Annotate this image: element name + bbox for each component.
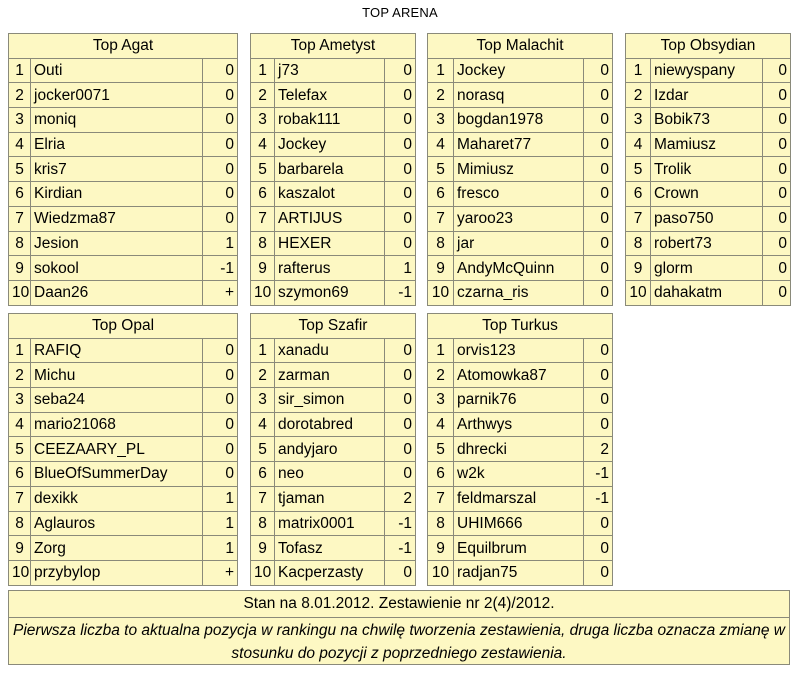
player-name: Mimiusz bbox=[454, 157, 584, 182]
rank-change: 0 bbox=[203, 338, 238, 363]
table-row bbox=[9, 511, 238, 536]
rank-change: 0 bbox=[203, 363, 238, 388]
rank-change: 0 bbox=[385, 157, 416, 182]
player-name: tjaman bbox=[275, 486, 385, 511]
rank-change: -1 bbox=[385, 536, 416, 561]
rank-position: 4 bbox=[9, 132, 31, 157]
table-row bbox=[251, 536, 416, 561]
player-name: w2k bbox=[454, 462, 584, 487]
table-row bbox=[626, 83, 791, 108]
table-row bbox=[251, 388, 416, 413]
table-title: Top Agat bbox=[9, 34, 238, 59]
rank-change: 0 bbox=[584, 108, 613, 133]
player-name: mario21068 bbox=[31, 412, 203, 437]
table-row bbox=[428, 462, 613, 487]
rank-change: 0 bbox=[584, 182, 613, 207]
rank-position: 7 bbox=[626, 206, 651, 231]
rank-position: 6 bbox=[9, 182, 31, 207]
rank-change: 1 bbox=[203, 536, 238, 561]
table-row bbox=[428, 182, 613, 207]
player-name: Maharet77 bbox=[454, 132, 584, 157]
rank-change: 0 bbox=[385, 182, 416, 207]
table-row bbox=[251, 338, 416, 363]
table-title: Top Opal bbox=[9, 314, 238, 339]
rank-position: 2 bbox=[9, 363, 31, 388]
rank-position: 1 bbox=[9, 58, 31, 83]
table-row bbox=[626, 157, 791, 182]
rank-change: -1 bbox=[385, 511, 416, 536]
rank-change: 0 bbox=[203, 462, 238, 487]
player-name: xanadu bbox=[275, 338, 385, 363]
table-title: Top Turkus bbox=[428, 314, 613, 339]
player-name: orvis123 bbox=[454, 338, 584, 363]
table-row bbox=[251, 363, 416, 388]
table-row bbox=[9, 560, 238, 585]
player-name: matrix0001 bbox=[275, 511, 385, 536]
rank-change: 0 bbox=[385, 560, 416, 585]
player-name: UHIM666 bbox=[454, 511, 584, 536]
rank-change: 0 bbox=[763, 157, 791, 182]
player-name: szymon69 bbox=[275, 280, 385, 305]
table-row bbox=[251, 206, 416, 231]
player-name: jocker0071 bbox=[31, 83, 203, 108]
rank-position: 2 bbox=[9, 83, 31, 108]
rank-change: + bbox=[203, 560, 238, 585]
rank-position: 7 bbox=[251, 206, 275, 231]
player-name: moniq bbox=[31, 108, 203, 133]
rank-position: 9 bbox=[251, 256, 275, 281]
player-name: Izdar bbox=[651, 83, 763, 108]
table-row bbox=[428, 157, 613, 182]
table-title: Top Malachit bbox=[428, 34, 613, 59]
table-row bbox=[251, 58, 416, 83]
rank-position: 7 bbox=[9, 486, 31, 511]
player-name: Kirdian bbox=[31, 182, 203, 207]
table-row bbox=[428, 256, 613, 281]
table-row bbox=[428, 58, 613, 83]
rank-position: 6 bbox=[9, 462, 31, 487]
ranking-table-ametyst bbox=[250, 33, 416, 306]
rank-position: 4 bbox=[9, 412, 31, 437]
rank-change: -1 bbox=[385, 280, 416, 305]
player-name: Telefax bbox=[275, 83, 385, 108]
player-name: BlueOfSummerDay bbox=[31, 462, 203, 487]
rank-change: 0 bbox=[203, 83, 238, 108]
player-name: AndyMcQuinn bbox=[454, 256, 584, 281]
table-row bbox=[251, 511, 416, 536]
rank-change: 0 bbox=[584, 132, 613, 157]
rank-change: 0 bbox=[584, 388, 613, 413]
rank-position: 6 bbox=[251, 182, 275, 207]
table-row bbox=[9, 437, 238, 462]
player-name: kris7 bbox=[31, 157, 203, 182]
player-name: norasq bbox=[454, 83, 584, 108]
rank-position: 9 bbox=[428, 256, 454, 281]
player-name: czarna_ris bbox=[454, 280, 584, 305]
rank-change: 0 bbox=[763, 182, 791, 207]
player-name: seba24 bbox=[31, 388, 203, 413]
table-row bbox=[9, 206, 238, 231]
rank-change: 0 bbox=[584, 231, 613, 256]
rank-change: 0 bbox=[763, 132, 791, 157]
player-name: Daan26 bbox=[31, 280, 203, 305]
rank-position: 5 bbox=[251, 157, 275, 182]
player-name: Jockey bbox=[454, 58, 584, 83]
table-row bbox=[9, 132, 238, 157]
rank-position: 5 bbox=[9, 157, 31, 182]
rank-position: 10 bbox=[626, 280, 651, 305]
table-row bbox=[251, 108, 416, 133]
rank-position: 2 bbox=[626, 83, 651, 108]
rank-change: 0 bbox=[584, 363, 613, 388]
player-name: przybylop bbox=[31, 560, 203, 585]
rank-position: 10 bbox=[428, 560, 454, 585]
table-row bbox=[626, 58, 791, 83]
table-row bbox=[428, 132, 613, 157]
player-name: Equilbrum bbox=[454, 536, 584, 561]
rank-position: 2 bbox=[428, 83, 454, 108]
rank-position: 8 bbox=[428, 511, 454, 536]
rank-change: 0 bbox=[203, 412, 238, 437]
table-title: Top Obsydian bbox=[626, 34, 791, 59]
rank-change: 0 bbox=[584, 536, 613, 561]
table-row bbox=[251, 437, 416, 462]
rank-change: 1 bbox=[203, 511, 238, 536]
table-row bbox=[9, 231, 238, 256]
player-name: Elria bbox=[31, 132, 203, 157]
rank-position: 4 bbox=[428, 132, 454, 157]
table-title: Top Ametyst bbox=[251, 34, 416, 59]
table-row bbox=[9, 536, 238, 561]
rank-change: -1 bbox=[584, 462, 613, 487]
ranking-table-agat bbox=[8, 33, 238, 306]
rank-change: 0 bbox=[385, 231, 416, 256]
table-row bbox=[626, 280, 791, 305]
rank-position: 7 bbox=[428, 486, 454, 511]
table-row bbox=[626, 182, 791, 207]
table-row bbox=[251, 231, 416, 256]
rank-change: 0 bbox=[203, 157, 238, 182]
player-name: radjan75 bbox=[454, 560, 584, 585]
rank-change: 0 bbox=[203, 132, 238, 157]
footer-note bbox=[8, 590, 790, 665]
table-row bbox=[428, 206, 613, 231]
rank-change: 0 bbox=[584, 58, 613, 83]
rank-change: 2 bbox=[385, 486, 416, 511]
player-name: dorotabred bbox=[275, 412, 385, 437]
rank-position: 2 bbox=[251, 83, 275, 108]
rank-change: 0 bbox=[584, 256, 613, 281]
table-row bbox=[251, 83, 416, 108]
rank-change: 0 bbox=[203, 182, 238, 207]
player-name: RAFIQ bbox=[31, 338, 203, 363]
rank-change: 0 bbox=[584, 83, 613, 108]
rank-change: 0 bbox=[763, 231, 791, 256]
rank-position: 3 bbox=[428, 388, 454, 413]
rank-position: 3 bbox=[9, 388, 31, 413]
ranking-table-szafir bbox=[250, 313, 416, 586]
rank-change: 0 bbox=[584, 412, 613, 437]
rank-change: 0 bbox=[385, 363, 416, 388]
player-name: Wiedzma87 bbox=[31, 206, 203, 231]
table-row bbox=[626, 108, 791, 133]
table-row bbox=[428, 108, 613, 133]
rank-position: 4 bbox=[251, 132, 275, 157]
rank-change: 1 bbox=[203, 486, 238, 511]
rank-change: 0 bbox=[584, 511, 613, 536]
table-row bbox=[9, 462, 238, 487]
player-name: sir_simon bbox=[275, 388, 385, 413]
rank-position: 8 bbox=[251, 231, 275, 256]
player-name: zarman bbox=[275, 363, 385, 388]
player-name: Tofasz bbox=[275, 536, 385, 561]
rank-change: 0 bbox=[203, 108, 238, 133]
table-row bbox=[428, 486, 613, 511]
table-row bbox=[626, 256, 791, 281]
rank-position: 10 bbox=[251, 560, 275, 585]
rank-position: 8 bbox=[626, 231, 651, 256]
table-row bbox=[428, 412, 613, 437]
ranking-table-turkus bbox=[427, 313, 613, 586]
rank-position: 2 bbox=[428, 363, 454, 388]
ranking-table-opal bbox=[8, 313, 238, 586]
rank-position: 9 bbox=[9, 256, 31, 281]
rank-position: 3 bbox=[251, 388, 275, 413]
rank-position: 7 bbox=[428, 206, 454, 231]
rank-position: 2 bbox=[251, 363, 275, 388]
player-name: Outi bbox=[31, 58, 203, 83]
player-name: robak111 bbox=[275, 108, 385, 133]
player-name: Atomowka87 bbox=[454, 363, 584, 388]
table-row bbox=[9, 363, 238, 388]
rank-position: 1 bbox=[626, 58, 651, 83]
player-name: sokool bbox=[31, 256, 203, 281]
table-row bbox=[428, 511, 613, 536]
footer-status: Stan na 8.01.2012. Zestawienie nr 2(4)/2012. bbox=[9, 591, 789, 618]
rank-position: 9 bbox=[251, 536, 275, 561]
table-row bbox=[251, 182, 416, 207]
rank-change: 2 bbox=[584, 437, 613, 462]
rank-change: 1 bbox=[385, 256, 416, 281]
rank-position: 5 bbox=[428, 437, 454, 462]
player-name: robert73 bbox=[651, 231, 763, 256]
player-name: dahakatm bbox=[651, 280, 763, 305]
table-row bbox=[9, 486, 238, 511]
rank-change: 0 bbox=[385, 388, 416, 413]
player-name: Bobik73 bbox=[651, 108, 763, 133]
table-row bbox=[251, 560, 416, 585]
rank-position: 1 bbox=[428, 58, 454, 83]
rank-change: 0 bbox=[584, 560, 613, 585]
table-row bbox=[428, 388, 613, 413]
player-name: paso750 bbox=[651, 206, 763, 231]
table-row bbox=[251, 486, 416, 511]
table-row bbox=[9, 256, 238, 281]
table-row bbox=[626, 206, 791, 231]
rank-change: + bbox=[203, 280, 238, 305]
player-name: dhrecki bbox=[454, 437, 584, 462]
rank-position: 7 bbox=[9, 206, 31, 231]
rank-position: 1 bbox=[251, 338, 275, 363]
player-name: j73 bbox=[275, 58, 385, 83]
page-title: TOP ARENA bbox=[362, 5, 438, 20]
rank-position: 8 bbox=[9, 511, 31, 536]
rank-change: 0 bbox=[763, 108, 791, 133]
table-row bbox=[428, 280, 613, 305]
player-name: bogdan1978 bbox=[454, 108, 584, 133]
table-row bbox=[428, 536, 613, 561]
rank-change: 0 bbox=[385, 83, 416, 108]
rank-change: 0 bbox=[385, 412, 416, 437]
player-name: barbarela bbox=[275, 157, 385, 182]
rank-position: 4 bbox=[251, 412, 275, 437]
rank-position: 8 bbox=[9, 231, 31, 256]
rank-change: 0 bbox=[385, 338, 416, 363]
rank-position: 1 bbox=[251, 58, 275, 83]
ranking-table-obsydian bbox=[625, 33, 791, 306]
table-row bbox=[9, 388, 238, 413]
rank-change: 0 bbox=[385, 206, 416, 231]
rank-position: 3 bbox=[428, 108, 454, 133]
rank-position: 8 bbox=[428, 231, 454, 256]
player-name: Crown bbox=[651, 182, 763, 207]
table-row bbox=[251, 412, 416, 437]
table-row bbox=[626, 231, 791, 256]
table-title: Top Szafir bbox=[251, 314, 416, 339]
player-name: Michu bbox=[31, 363, 203, 388]
table-row bbox=[9, 157, 238, 182]
player-name: fresco bbox=[454, 182, 584, 207]
table-row bbox=[251, 157, 416, 182]
player-name: jar bbox=[454, 231, 584, 256]
table-row bbox=[428, 83, 613, 108]
table-row bbox=[626, 132, 791, 157]
table-row bbox=[9, 108, 238, 133]
rank-position: 8 bbox=[251, 511, 275, 536]
rank-position: 3 bbox=[9, 108, 31, 133]
player-name: Jesion bbox=[31, 231, 203, 256]
footer-explanation: Pierwsza liczba to aktualna pozycja w rankingu na chwilę tworzenia zestawienia, druga liczba oznacza zmianę w stosunku do pozycji z poprzedniego zestawienia. bbox=[13, 622, 785, 662]
rank-change: 0 bbox=[763, 58, 791, 83]
player-name: andyjaro bbox=[275, 437, 385, 462]
rank-position: 1 bbox=[9, 338, 31, 363]
rank-change: 0 bbox=[385, 462, 416, 487]
player-name: Aglauros bbox=[31, 511, 203, 536]
rank-change: 0 bbox=[385, 108, 416, 133]
player-name: Kacperzasty bbox=[275, 560, 385, 585]
rank-position: 9 bbox=[428, 536, 454, 561]
player-name: dexikk bbox=[31, 486, 203, 511]
rank-change: 0 bbox=[203, 388, 238, 413]
player-name: Mamiusz bbox=[651, 132, 763, 157]
table-row bbox=[428, 560, 613, 585]
table-row bbox=[9, 412, 238, 437]
rank-position: 4 bbox=[428, 412, 454, 437]
rank-change: 0 bbox=[763, 256, 791, 281]
player-name: HEXER bbox=[275, 231, 385, 256]
table-row bbox=[428, 231, 613, 256]
rank-change: 0 bbox=[385, 132, 416, 157]
table-row bbox=[9, 280, 238, 305]
rank-position: 10 bbox=[9, 560, 31, 585]
player-name: niewyspany bbox=[651, 58, 763, 83]
rank-position: 1 bbox=[428, 338, 454, 363]
player-name: yaroo23 bbox=[454, 206, 584, 231]
player-name: kaszalot bbox=[275, 182, 385, 207]
rank-change: 0 bbox=[584, 338, 613, 363]
table-row bbox=[9, 338, 238, 363]
table-row bbox=[251, 256, 416, 281]
rank-position: 10 bbox=[9, 280, 31, 305]
player-name: rafterus bbox=[275, 256, 385, 281]
rank-change: 0 bbox=[203, 437, 238, 462]
player-name: Arthwys bbox=[454, 412, 584, 437]
rank-position: 10 bbox=[428, 280, 454, 305]
rank-change: 1 bbox=[203, 231, 238, 256]
rank-position: 6 bbox=[251, 462, 275, 487]
player-name: parnik76 bbox=[454, 388, 584, 413]
rank-position: 4 bbox=[626, 132, 651, 157]
rank-position: 5 bbox=[251, 437, 275, 462]
table-row bbox=[251, 132, 416, 157]
rank-position: 6 bbox=[428, 182, 454, 207]
rank-change: 0 bbox=[763, 206, 791, 231]
player-name: feldmarszal bbox=[454, 486, 584, 511]
player-name: CEEZAARY_PL bbox=[31, 437, 203, 462]
rank-position: 5 bbox=[626, 157, 651, 182]
rank-position: 9 bbox=[9, 536, 31, 561]
rank-position: 3 bbox=[626, 108, 651, 133]
player-name: ARTIJUS bbox=[275, 206, 385, 231]
rank-position: 5 bbox=[9, 437, 31, 462]
table-row bbox=[428, 338, 613, 363]
rank-change: 0 bbox=[385, 58, 416, 83]
rank-change: 0 bbox=[763, 83, 791, 108]
rank-position: 10 bbox=[251, 280, 275, 305]
table-row bbox=[251, 280, 416, 305]
player-name: glorm bbox=[651, 256, 763, 281]
player-name: Trolik bbox=[651, 157, 763, 182]
table-row bbox=[9, 58, 238, 83]
rank-change: 0 bbox=[203, 206, 238, 231]
table-row bbox=[9, 83, 238, 108]
player-name: Zorg bbox=[31, 536, 203, 561]
rank-change: -1 bbox=[203, 256, 238, 281]
rank-change: 0 bbox=[584, 206, 613, 231]
table-row bbox=[428, 437, 613, 462]
rank-change: -1 bbox=[584, 486, 613, 511]
rank-change: 0 bbox=[203, 58, 238, 83]
table-row bbox=[9, 182, 238, 207]
rank-position: 3 bbox=[251, 108, 275, 133]
rank-change: 0 bbox=[584, 157, 613, 182]
rank-position: 6 bbox=[428, 462, 454, 487]
rank-change: 0 bbox=[584, 280, 613, 305]
rank-position: 5 bbox=[428, 157, 454, 182]
rank-position: 9 bbox=[626, 256, 651, 281]
player-name: Jockey bbox=[275, 132, 385, 157]
rank-position: 6 bbox=[626, 182, 651, 207]
table-row bbox=[428, 363, 613, 388]
rank-position: 7 bbox=[251, 486, 275, 511]
rank-change: 0 bbox=[385, 437, 416, 462]
ranking-table-malachit bbox=[427, 33, 613, 306]
table-row bbox=[251, 462, 416, 487]
player-name: neo bbox=[275, 462, 385, 487]
rank-change: 0 bbox=[763, 280, 791, 305]
